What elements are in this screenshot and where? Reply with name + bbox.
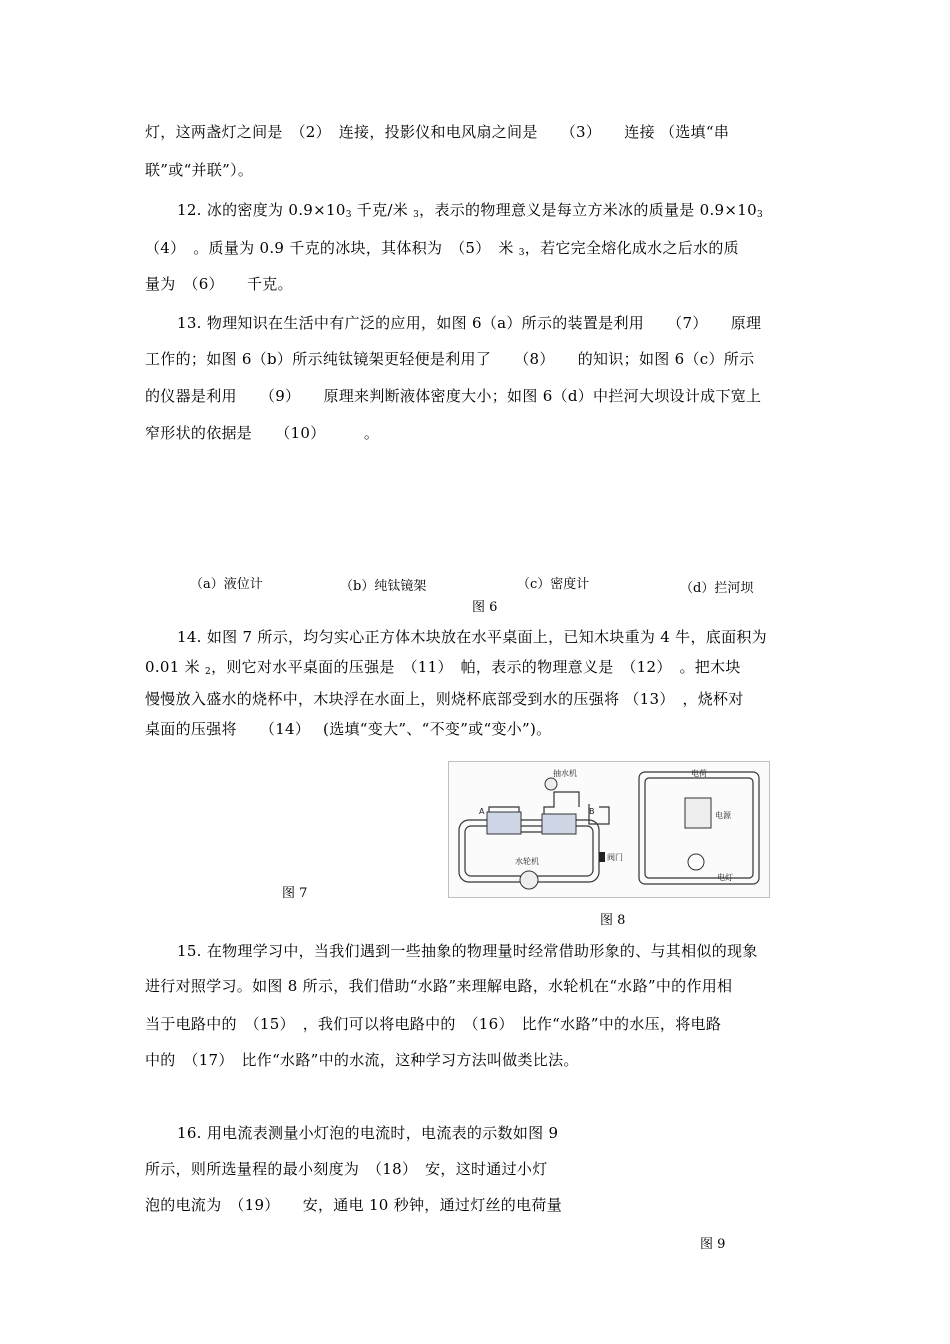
fig6-caption-c: （c）密度计 — [517, 577, 590, 592]
label-a: A — [479, 807, 485, 816]
label-lamp: 电灯 — [717, 873, 733, 882]
q16-line-2: 所示，则所选量程的最小刻度为 （18） 安，这时通过小灯 — [145, 1160, 548, 1178]
pump-icon — [545, 778, 557, 790]
q16-line-3: 泡的电流为 （19） 安，通电 10 秒钟，通过灯丝的电荷量 — [145, 1196, 563, 1214]
q12-unit: 千克/米 — [351, 201, 414, 219]
q12-meaning: ，表示的物理意义是每立方米冰的质量是 0.9×10 — [419, 201, 757, 219]
label-pump: 抽水机 — [553, 769, 577, 778]
q14-text: ，则它对水平桌面的压强是 （11） 帕，表示的物理意义是 （12） 。把木块 — [211, 658, 741, 676]
q12-line-1 — [177, 200, 763, 225]
label-source: 电源 — [715, 811, 731, 820]
battery-icon — [685, 798, 711, 828]
q13-line-4: 窄形状的依据是 （10） 。 — [145, 424, 380, 442]
container-b — [542, 814, 576, 834]
q13-line-1: 13. 物理知识在生活中有广泛的应用，如图 6（a）所示的装置是利用 （7） 原理 — [177, 314, 762, 332]
q14-line-1: 14. 如图 7 所示，均匀实心正方体木块放在水平桌面上，已知木块重为 4 牛，底面积为 — [177, 628, 767, 646]
label-valve: 阀门 — [607, 853, 623, 862]
q14-area: 0.01 米 — [145, 658, 206, 676]
fig9-title: 图 9 — [700, 1237, 726, 1252]
q12-line-3: 量为 （6） 千克。 — [145, 275, 293, 293]
label-b: B — [589, 807, 595, 816]
q14-area-exp: 2 — [205, 667, 212, 677]
q12-text-3: ，若它完全熔化成水之后水的质 — [524, 239, 739, 257]
q13-line-3: 的仪器是利用 （9） 原理来判断液体密度大小；如图 6（d）中拦河大坝设计成下宽上 — [145, 387, 762, 405]
label-turbine: 水轮机 — [515, 857, 539, 866]
q14-line-3: 慢慢放入盛水的烧杯中，木块浮在水面上，则烧杯底部受到水的压强将 （13） ，烧杯对 — [145, 690, 744, 708]
q16-line-1: 16. 用电流表测量小灯泡的电流时，电流表的示数如图 9 — [177, 1124, 559, 1142]
q15-line-4: 中的 （17） 比作“水路”中的水流，这种学习方法叫做类比法。 — [145, 1051, 579, 1069]
q15-line-2: 进行对照学习。如图 8 所示，我们借助“水路”来理解电路，水轮机在“水路”中的作用相 — [145, 977, 733, 995]
q14-line-4: 桌面的压强将 （14） (选填“变大”、“不变”或“变小”)。 — [145, 720, 552, 738]
fig6-caption-b: （b）纯钛镜架 — [340, 579, 427, 594]
turbine-icon — [520, 871, 538, 889]
q12-exp-2: 3 — [756, 210, 763, 220]
q13-line-2: 工作的；如图 6（b）所示纯钛镜架更轻便是利用了 （8） 的知识；如图 6（c）所示 — [145, 350, 755, 368]
q12-text: 12. 冰的密度为 0.9×10 — [177, 201, 346, 219]
fig7-title: 图 7 — [282, 886, 308, 901]
q11-line-1: 灯，这两盏灯之间是 （2） 连接，投影仪和电风扇之间是 （3） 连接 （选填“串 — [145, 123, 730, 141]
q12-volume-exp: 3 — [518, 248, 525, 258]
q12-text-2: （4） 。质量为 0.9 千克的冰块，其体积为 （5） 米 — [145, 239, 519, 257]
water-circuit — [459, 792, 609, 882]
container-a — [487, 812, 521, 834]
fig6-title: 图 6 — [472, 600, 498, 615]
q12-unit-exp: 3 — [413, 210, 420, 220]
q15-line-1: 15. 在物理学习中，当我们遇到一些抽象的物理量时经常借助形象的、与其相似的现象 — [177, 942, 758, 960]
valve-icon — [599, 852, 605, 862]
q11-line-2: 联”或“并联”）。 — [145, 161, 254, 179]
fig6-caption-a: （a）液位计 — [190, 577, 263, 592]
q14-line-2 — [145, 657, 741, 682]
fig8-title: 图 8 — [600, 913, 626, 928]
fig6-caption-d: （d）拦河坝 — [680, 581, 754, 596]
lamp-icon — [688, 854, 704, 870]
q12-exp: 3 — [345, 210, 352, 220]
fig8-svg — [449, 762, 769, 897]
label-charge: 电荷 — [691, 769, 707, 778]
q15-line-3: 当于电路中的 （15） ，我们可以将电路中的 （16） 比作“水路”中的水压，将电路 — [145, 1015, 722, 1033]
q12-line-2 — [145, 238, 739, 263]
fig8-diagram — [448, 761, 770, 898]
